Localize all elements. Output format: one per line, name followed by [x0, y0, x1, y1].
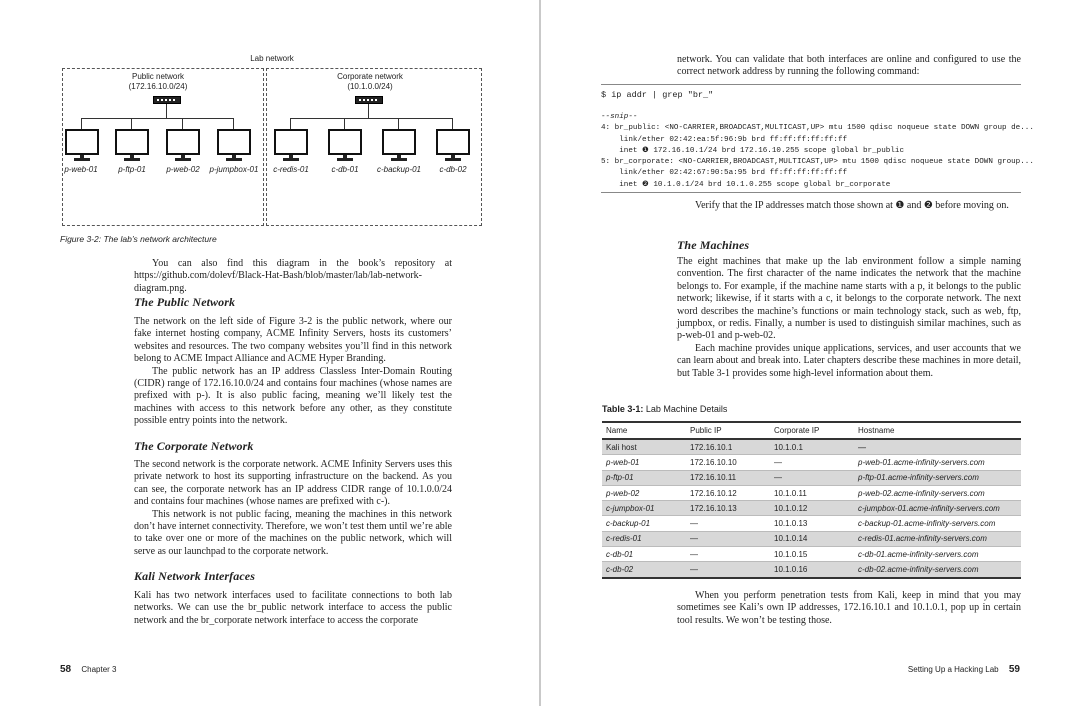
wire: [81, 118, 233, 119]
table-title: Lab Machine Details: [643, 404, 728, 414]
machines-body: [677, 256, 1021, 380]
table-cell: 10.1.0.11: [770, 485, 854, 500]
lab-network-label: Lab network: [250, 54, 294, 63]
table-row: [602, 531, 1021, 546]
table-cell: c-backup-01.acme-infinity-servers.com: [854, 516, 1021, 531]
wire: [452, 118, 453, 129]
monitor-icon: [65, 129, 99, 163]
corporate-network-body: [134, 459, 452, 558]
page-number: 59: [1008, 664, 1020, 675]
paragraph: The eight machines that make up the lab environment follow a simple naming convention. The first character of the name indicates the network that the machine belongs to. For example, if the machine name starts with a p, it belongs to the public network; likewise, if it starts with a c, it belongs to the corporate network. The next word describes the machine’s functions or main technology stack, such as web, ftp, jumpbox, or redis. Finally, a number is used to distinguish similar machines, such as p-web-01 and p-web-02.: [677, 256, 1021, 342]
table-cell: —: [770, 455, 854, 470]
table-cell: 172.16.10.1: [686, 439, 770, 455]
table-cell: p-ftp-01: [602, 470, 686, 485]
table-cell: c-jumpbox-01.acme-infinity-servers.com: [854, 501, 1021, 516]
table-cell: c-db-01: [602, 547, 686, 562]
code-line: link/ether 02:42:67:90:5a:95 brd ff:ff:ff:ff:ff:ff: [601, 169, 848, 178]
table-cell: 10.1.0.14: [770, 531, 854, 546]
wire: [182, 118, 183, 129]
monitor-icon: [217, 129, 251, 163]
left-folio: [60, 664, 117, 675]
paragraph: This network is not public facing, meaning the machines in this network don’t have internet connectivity. Therefore, we won’t test them until we’re able to take over one or more of the machines on the public network, which will serve as our launchpad to the corporate network.: [134, 508, 452, 557]
code-line: inet ❶ 172.16.10.1/24 brd 172.16.10.255 scope global br_public: [601, 146, 905, 155]
continuation-paragraph: [677, 54, 1021, 79]
running-footer: Chapter 3: [81, 665, 117, 674]
col-header: Hostname: [854, 422, 1021, 439]
public-switch-icon: [153, 96, 181, 104]
paragraph: The network on the left side of Figure 3-2 is the public network, where our fake internet hosting company, ACME Infinity Servers, hosts its customers’ websites and resources. The two company websites you’ll find in this network belong to ACME Impact Alliance and ACME Hyper Branding.: [134, 316, 452, 365]
table-cell: c-redis-01: [602, 531, 686, 546]
closing-paragraph: [677, 590, 1021, 627]
table-cell: 10.1.0.13: [770, 516, 854, 531]
table-row: [602, 562, 1021, 578]
wire: [166, 104, 167, 118]
table-cell: p-web-02: [602, 485, 686, 500]
code-line: 4: br_public: <NO-CARRIER,BROADCAST,MULTICAST,UP> mtu 1500 qdisc noqueue state DOWN group de...: [601, 124, 1034, 133]
table-cell: c-backup-01: [602, 516, 686, 531]
code-line: 5: br_corporate: <NO-CARRIER,BROADCAST,MULTICAST,UP> mtu 1500 qdisc noqueue state DOWN group...: [601, 158, 1034, 167]
table-cell: c-db-01.acme-infinity-servers.com: [854, 547, 1021, 562]
wire: [368, 104, 369, 118]
heading-kali-interfaces: Kali Network Interfaces: [134, 569, 255, 583]
table-row: [602, 439, 1021, 455]
table-row: [602, 455, 1021, 470]
table-cell: 10.1.0.12: [770, 501, 854, 516]
table-cell: p-web-01: [602, 455, 686, 470]
table-caption: [602, 404, 727, 414]
heading-corporate-network: The Corporate Network: [134, 439, 254, 453]
wire: [290, 118, 452, 119]
monitor-icon: [166, 129, 200, 163]
machine-label: p-web-01: [64, 165, 98, 174]
paragraph: The second network is the corporate network. ACME Infinity Servers uses this private network to host its supporting infrastructure on the backend. As you can see, the corporate network has an IP address CIDR range of 10.1.0.0/24 and contains four machines (whose names are prefixed with c-).: [134, 459, 452, 508]
network-diagram: [62, 52, 481, 226]
table-cell: c-db-02.acme-infinity-servers.com: [854, 562, 1021, 578]
paragraph: When you perform penetration tests from Kali, keep in mind that you may sometimes see Kali’s own IP addresses, 172.16.10.1 and 10.1.0.1, pop up in certain tool results. We won’t be testing those.: [677, 590, 1021, 626]
paragraph: Verify that the IP addresses match those shown at ❶ and ❷ before moving on.: [695, 200, 1009, 211]
wire: [398, 118, 399, 129]
table-cell: 10.1.0.15: [770, 547, 854, 562]
machine-label: p-ftp-01: [118, 165, 146, 174]
monitor-icon: [328, 129, 362, 163]
table-cell: —: [770, 470, 854, 485]
paragraph: network. You can validate that both interfaces are online and configured to use the correct network address by running the following command:: [677, 54, 1021, 78]
monitor-icon: [436, 129, 470, 163]
col-header: Corporate IP: [770, 422, 854, 439]
wire: [233, 118, 234, 129]
table-cell: p-ftp-01.acme-infinity-servers.com: [854, 470, 1021, 485]
table-row: [602, 485, 1021, 500]
table-cell: —: [854, 439, 1021, 455]
command-line: $ ip addr | grep "br_": [601, 90, 714, 100]
intro-text: You can also find this diagram in the book’s repository at https://github.com/dolevf/Black-Hat-Bash/blob/master/lab/lab-network-diagram.png.: [134, 258, 452, 294]
monitor-icon: [382, 129, 416, 163]
code-bottom-rule: [601, 192, 1021, 193]
table-cell: Kali host: [602, 439, 686, 455]
table-cell: 172.16.10.11: [686, 470, 770, 485]
intro-paragraph: [134, 258, 452, 295]
heading-the-machines: The Machines: [677, 238, 750, 252]
wire: [81, 118, 82, 129]
right-page: [541, 0, 1080, 706]
monitor-icon: [115, 129, 149, 163]
wire: [131, 118, 132, 129]
table-cell: c-db-02: [602, 562, 686, 578]
right-folio: [908, 664, 1020, 675]
heading-public-network: The Public Network: [134, 295, 236, 309]
paragraph: Each machine provides unique applications, services, and user accounts that we can learn about and break into. Later chapters describe these machines in more detail, but Table 3-1 provides some high-level information about them.: [677, 342, 1021, 379]
code-line: link/ether 02:42:ea:5f:96:9b brd ff:ff:ff:ff:ff:ff: [601, 135, 848, 144]
public-network-label: Public network (172.16.10.0/24): [128, 72, 188, 91]
table-row: [602, 516, 1021, 531]
table-row: [602, 501, 1021, 516]
table-cell: —: [686, 562, 770, 578]
running-footer: Setting Up a Hacking Lab: [907, 665, 999, 674]
table-cell: p-web-02.acme-infinity-servers.com: [854, 485, 1021, 500]
machine-label: c-redis-01: [273, 165, 309, 174]
table-cell: c-jumpbox-01: [602, 501, 686, 516]
table-cell: —: [686, 516, 770, 531]
col-header: Public IP: [686, 422, 770, 439]
table-row: [602, 547, 1021, 562]
wire: [344, 118, 345, 129]
figure-caption: Figure 3-2: The lab’s network architecture: [60, 234, 217, 244]
machine-label: p-web-02: [166, 165, 200, 174]
code-top-rule: [601, 84, 1021, 85]
col-header: Name: [602, 422, 686, 439]
table-cell: —: [686, 531, 770, 546]
paragraph: The public network has an IP address Classless Inter-Domain Routing (CIDR) range of 172.16.10.0/24 and contains four machines (whose names are prefixed with p-). It is also public facing, meaning we’ll likely test the machines with access to this network before any other, as they constitute possible entry points into the network.: [134, 365, 452, 427]
table-number: Table 3-1:: [602, 404, 644, 414]
paragraph: Kali has two network interfaces used to facilitate connections to both lab networks. We can use the br_public network interface to access the public network and the br_corporate network interface to access the corporate: [134, 590, 452, 626]
table-cell: 172.16.10.13: [686, 501, 770, 516]
kali-body: [134, 590, 452, 627]
table-cell: p-web-01.acme-infinity-servers.com: [854, 455, 1021, 470]
table-row: [602, 470, 1021, 485]
snip-marker: --snip--: [601, 113, 638, 121]
table-cell: 10.1.0.1: [770, 439, 854, 455]
verify-paragraph: [677, 200, 1021, 212]
table-header-row: [602, 422, 1021, 439]
wire: [290, 118, 291, 129]
table-cell: 172.16.10.10: [686, 455, 770, 470]
public-network-body: [134, 316, 452, 428]
table-cell: —: [686, 547, 770, 562]
table-cell: 172.16.10.12: [686, 485, 770, 500]
command-output: [601, 112, 1034, 191]
corporate-switch-icon: [355, 96, 383, 104]
machine-label: p-jumpbox-01: [209, 165, 259, 174]
machine-label: c-db-01: [331, 165, 359, 174]
machine-label: c-backup-01: [376, 165, 422, 174]
page-number: 58: [60, 664, 72, 675]
lab-machine-table: [602, 421, 1021, 579]
monitor-icon: [274, 129, 308, 163]
table-cell: 10.1.0.16: [770, 562, 854, 578]
table-cell: c-redis-01.acme-infinity-servers.com: [854, 531, 1021, 546]
corporate-network-label: Corporate network (10.1.0.0/24): [337, 72, 403, 91]
machine-label: c-db-02: [439, 165, 467, 174]
left-page: [0, 0, 539, 706]
code-line: inet ❷ 10.1.0.1/24 brd 10.1.0.255 scope global br_corporate: [601, 180, 891, 189]
